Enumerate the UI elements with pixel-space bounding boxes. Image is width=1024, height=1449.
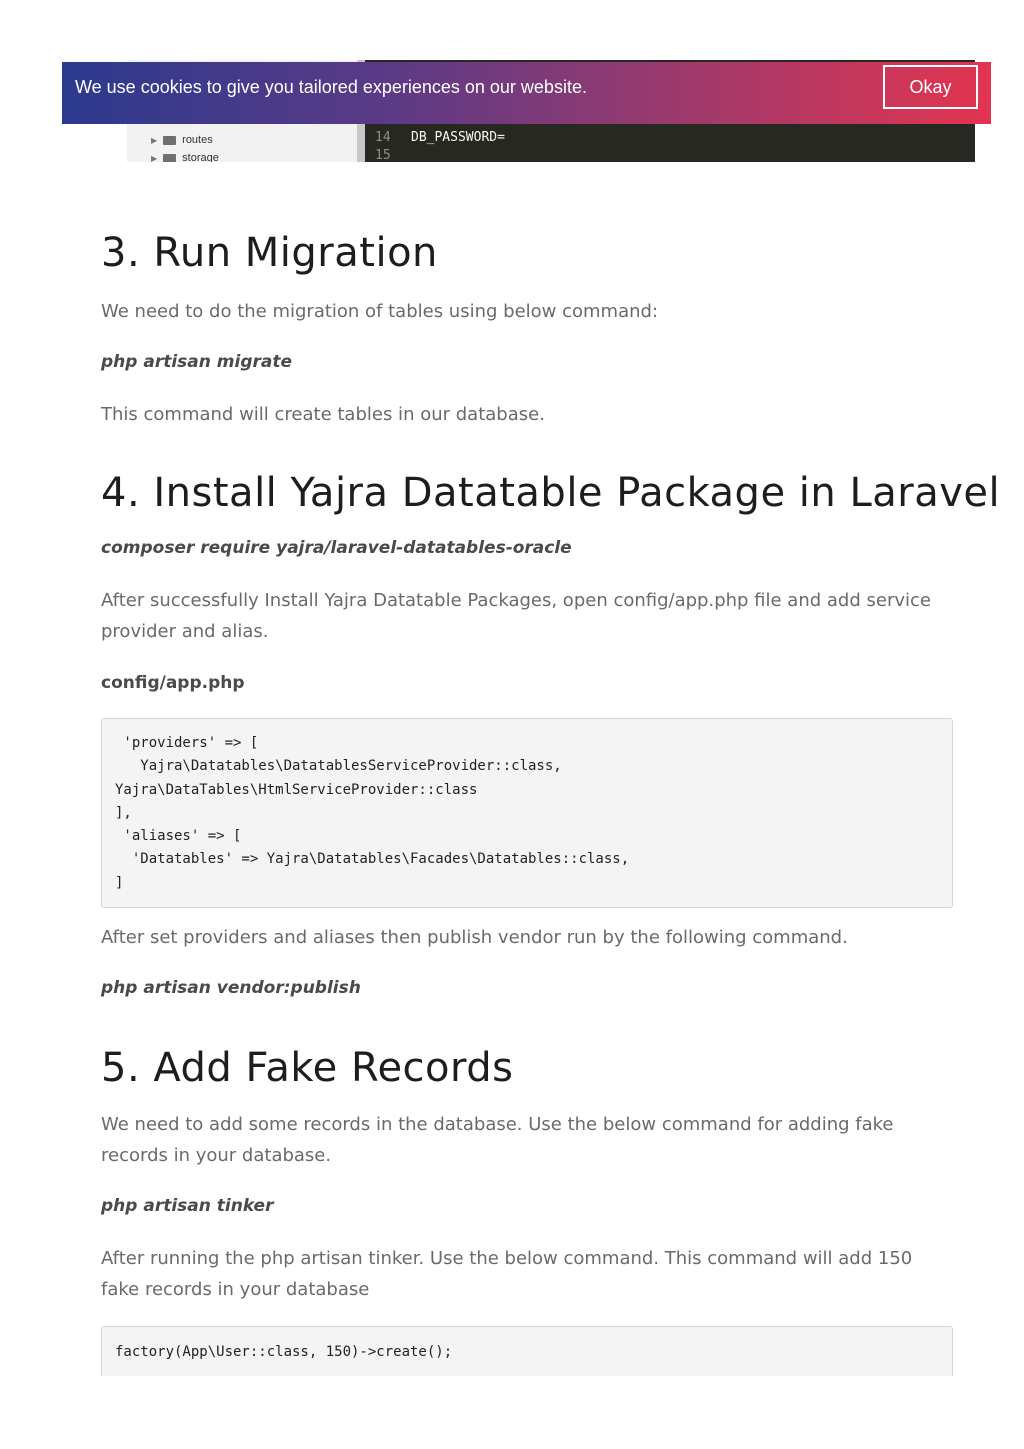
section-after-text: After set providers and aliases then publish vendor run by the following command. — [101, 927, 848, 948]
section-intro: After successfully Install Yajra Datatable Packages, open config/app.php file and add service provider and alias. — [101, 590, 931, 642]
section-intro: We need to do the migration of tables using below command: — [101, 301, 659, 322]
line-number: 15 — [375, 148, 391, 162]
editor-line — [375, 130, 505, 145]
tree-item-label: routes — [182, 134, 213, 146]
code-text: 'providers' => [ Yajra\Datatables\DatatablesServiceProvider::class, Yajra\DataTables\HtmlServiceProvider::class ], 'aliases' => [ 'Datatables' => Yajra\Datatables\Facades\Datatables::class, ] — [115, 735, 630, 891]
section-heading-install-yajra: 4. Install Yajra Datatable Package in Laravel — [101, 470, 1001, 516]
tree-item-label: storage — [182, 152, 219, 162]
expand-triangle-icon: ▶ — [151, 153, 158, 162]
section-after-text: After running the php artisan tinker. Use the below command. This command will add 150 fake records in your database — [101, 1248, 913, 1300]
section-after-text: This command will create tables in our database. — [101, 404, 545, 425]
section-heading-add-fake-records: 5. Add Fake Records — [101, 1045, 514, 1091]
code-block — [101, 1326, 953, 1376]
code-block — [101, 718, 953, 908]
line-number: 14 — [375, 130, 391, 145]
section-heading-run-migration: 3. Run Migration — [101, 230, 438, 276]
cookie-accept-button[interactable]: Okay — [883, 65, 978, 109]
tree-item — [151, 134, 213, 146]
tree-item — [151, 152, 219, 162]
code-text: factory(App\User::class, 150)->create(); — [115, 1344, 453, 1360]
folder-icon — [163, 154, 176, 163]
cookie-banner — [62, 62, 991, 124]
command-text: php artisan migrate — [101, 352, 293, 372]
line-text: DB_PASSWORD= — [411, 130, 505, 145]
command-text: php artisan vendor:publish — [101, 978, 361, 998]
command-text: composer require yajra/laravel-datatables-oracle — [101, 538, 572, 558]
expand-triangle-icon: ▶ — [151, 135, 158, 145]
file-label: config/app.php — [101, 673, 245, 693]
editor-line — [375, 148, 411, 162]
folder-icon — [163, 136, 176, 145]
cookie-banner-text: We use cookies to give you tailored experiences on our website. — [75, 77, 587, 97]
command-text: php artisan tinker — [101, 1196, 274, 1216]
section-intro: We need to add some records in the database. Use the below command for adding fake records in your database. — [101, 1114, 894, 1166]
